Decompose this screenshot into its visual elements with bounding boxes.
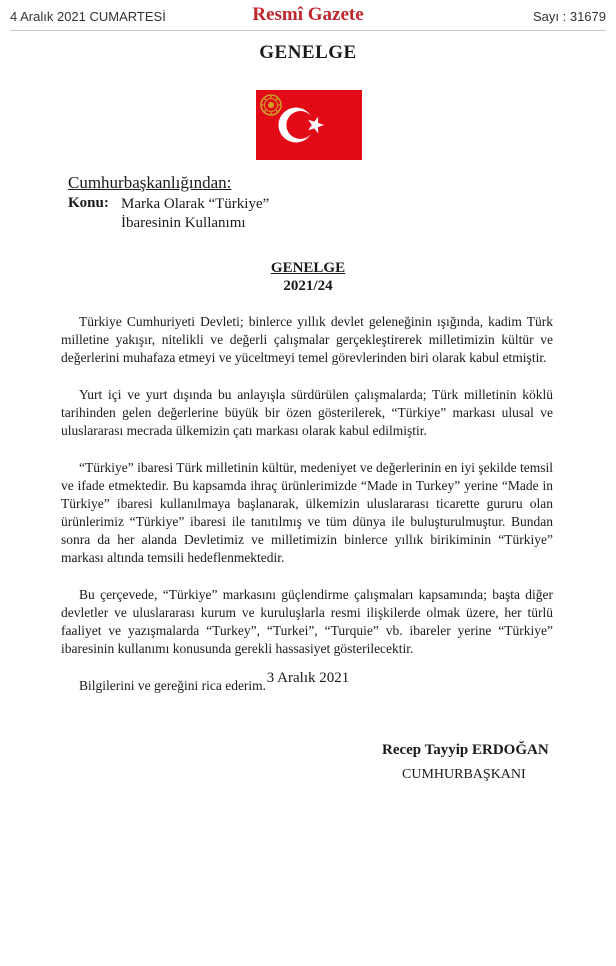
signature-title: CUMHURBAŞKANI (402, 767, 526, 782)
signature-name: Recep Tayyip ERDOĞAN (382, 742, 549, 758)
subject-text (121, 195, 361, 233)
masthead-issue-number: Sayı : 31679 (533, 9, 606, 24)
paragraph: Yurt içi ve yurt dışında bu anlayışla sürdürülen çalışmalarda; Türk milletinin köklü tarihinden gelen değerlerine büyük bir özen gösterilerek, “Türkiye” markası ulusal ve uluslararası mecrada ülkemizin çatı markası olarak kabul edilmiştir. (61, 387, 553, 438)
paragraph: Bilgilerini ve gereğini rica ederim. (79, 678, 267, 693)
document-number: 2021/24 (283, 278, 333, 294)
top-heading: GENELGE (259, 42, 357, 63)
presidential-seal-icon (260, 94, 282, 116)
masthead-title: Resmî Gazete (252, 4, 364, 25)
document-heading: GENELGE (270, 260, 346, 276)
paragraph: Bu çerçevede, “Türkiye” markasını güçlendirme çalışmaları kapsamında; başta diğer devletler ve uluslararası kurum ve kuruluşlarla resmi ilişkilerde olmak üzere, her türlü faaliyet ve yazışmalarda “Turkey”, “Turkei”, “Turquie” vb. ibareler yerine “Türkiye” ibaresinin kullanımı konusunda gerekli hassasiyet gösterilecektir. (61, 587, 553, 656)
issuer-line: Cumhurbaşkanlığından: (68, 173, 232, 192)
document-body (61, 313, 553, 714)
paragraph: “Türkiye” ibaresi Türk milletinin kültür, medeniyet ve değerlerinin en iyi şekilde temsil ve ifade etmektedir. Bu kapsamda ihraç ürünlerimizde “Made in Turkey” yerine “Made in Türkiye” ibaresi kullanılmaya başlanarak, ülkemizin uluslararası ticarette gururu olan ürünlerimiz “Türkiye” ibaresi ile tanıtılmış ve tüm dünya ile buluşturulmuştur. Bundan sonra da her alanda Devletimiz ve milletimizin binlerce yıllık birikiminin “Türkiye” markası altında temsili hedeflenmektedir. (61, 460, 553, 565)
subject-line-2: İbaresinin Kullanımı (121, 215, 246, 231)
masthead (10, 4, 606, 31)
subject-line-1: Marka Olarak “Türkiye” (121, 196, 270, 212)
document-date: 3 Aralık 2021 (266, 670, 350, 686)
subject-label: Konu: (68, 195, 109, 211)
paragraph: Türkiye Cumhuriyeti Devleti; binlerce yıllık devlet geleneğinin ışığında, kadim Türk milletine yakışır, nitelikli ve değerli çalışmalar gerçekleştirerek milletimizin kültür ve değerlerini muhafaza etmeyi ve yüceltmeyi temel görevlerinden biri olarak kabul etmiştir. (61, 314, 553, 365)
masthead-date: 4 Aralık 2021 CUMARTESİ (10, 9, 166, 24)
